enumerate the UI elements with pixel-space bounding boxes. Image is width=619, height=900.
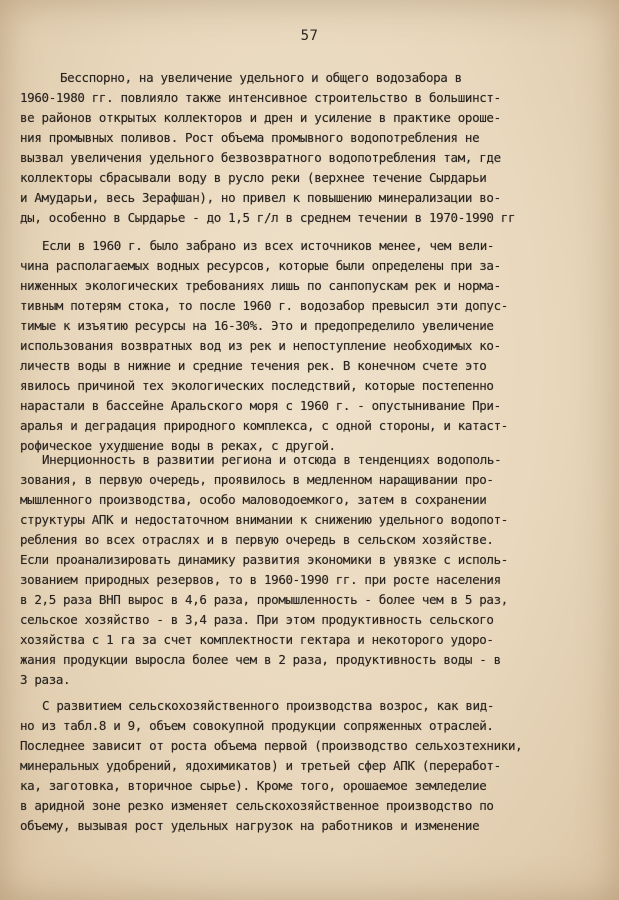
- text-line: вызвал увеличения удельного безвозвратного водопотребления там, где: [20, 150, 501, 165]
- text-line: сельское хозяйство - в 3,4 раза. При этом продуктивность сельского: [20, 612, 494, 627]
- text-line: Если проанализировать динамику развития экономики в увязке с исполь-: [20, 552, 508, 567]
- text-line: 1960-1980 гг. повлияло также интенсивное строительство в большинст-: [20, 90, 501, 105]
- text-line: чина располагаемых водных ресурсов, которые были определены при за-: [20, 258, 501, 273]
- text-line: мышленного производства, особо маловодоемкого, затем в сохранении: [20, 492, 487, 507]
- text-line: Если в 1960 г. было забрано из всех источников менее, чем вели-: [42, 238, 495, 253]
- text-line: ниженных экологических требованиях лишь по санпопускам рек и норма-: [20, 278, 501, 293]
- text-line: тивным потерям стока, то после 1960 г. водозабор превысил эти допус-: [20, 298, 508, 313]
- text-line: зования, в первую очередь, проявилось в медленном наращивании про-: [20, 472, 494, 487]
- text-line: в аридной зоне резко изменяет сельскохозяйственное производство по: [20, 798, 494, 813]
- page-number: 57: [300, 28, 319, 44]
- text-line: ния промывных поливов. Рост объема промывного водопотребления не: [20, 130, 480, 145]
- text-line: объему, вызывая рост удельных нагрузок на работников и изменение: [20, 818, 480, 833]
- text-line: Последнее зависит от роста объема первой (производство сельхозтехники,: [20, 738, 523, 753]
- text-line: явилось причиной тех экологических последствий, которые постепенно: [20, 378, 494, 393]
- text-line: структуры АПК и недостаточном внимании к снижению удельного водопот-: [20, 512, 508, 527]
- text-line: ды, особенно в Сырдарье - до 1,5 г/л в среднем течении в 1970-1990 гг: [20, 210, 516, 225]
- text-line: в 2,5 раза ВНП вырос в 4,6 раза, промышленность - более чем в 5 раз,: [20, 592, 508, 607]
- text-line: личеств воды в нижние и средние течения рек. В конечном счете это: [20, 358, 487, 373]
- text-line: зованием природных резервов, то в 1960-1990 гг. при росте населения: [20, 572, 501, 587]
- text-line: ребления во всех отраслях и в первую очередь в сельском хозяйстве.: [20, 532, 494, 547]
- text-line: минеральных удобрений, ядохимикатов) и третьей сфер АПК (переработ-: [20, 758, 501, 773]
- text-line: 3 раза.: [20, 672, 71, 687]
- text-line: ка, заготовка, вторичное сырье). Кроме того, орошаемое земледелие: [20, 778, 487, 793]
- text-line: тимые к изъятию ресурсы на 16-30%. Это и предопределило увеличение: [20, 318, 494, 333]
- text-line: С развитием сельскохозяйственного производства возрос, как вид-: [42, 698, 495, 713]
- text-line: но из табл.8 и 9, объем совокупной продукции сопряженных отраслей.: [20, 718, 494, 733]
- text-line: жания продукции выросла более чем в 2 раза, продуктивность воды - в: [20, 652, 501, 667]
- text-line: использования возвратных вод из рек и непоступление необходимых ко-: [20, 338, 501, 353]
- text-line: аралья и деградация природного комплекса, с одной стороны, и катаст-: [20, 418, 508, 433]
- text-line: рофическое ухудшение воды в реках, с другой.: [20, 438, 336, 453]
- text-line: коллекторы сбрасывали воду в русло реки (верхнее течение Сырдарьи: [20, 170, 487, 185]
- text-line: Бесспорно, на увеличение удельного и общего водозабора в: [60, 70, 462, 85]
- text-line: Инерционность в развитии региона и отсюда в тенденциях водополь-: [42, 452, 502, 467]
- text-line: хозяйства с 1 га за счет комплектности гектара и некоторого удоро-: [20, 632, 494, 647]
- text-line: и Амударьи, весь Зерафшан), но привел к повышению минерализации во-: [20, 190, 501, 205]
- text-line: нарастали в бассейне Аральского моря с 1960 г. - опустынивание При-: [20, 398, 501, 413]
- text-line: ве районов открытых коллекторов и дрен и усиление в практике ороше-: [20, 110, 501, 125]
